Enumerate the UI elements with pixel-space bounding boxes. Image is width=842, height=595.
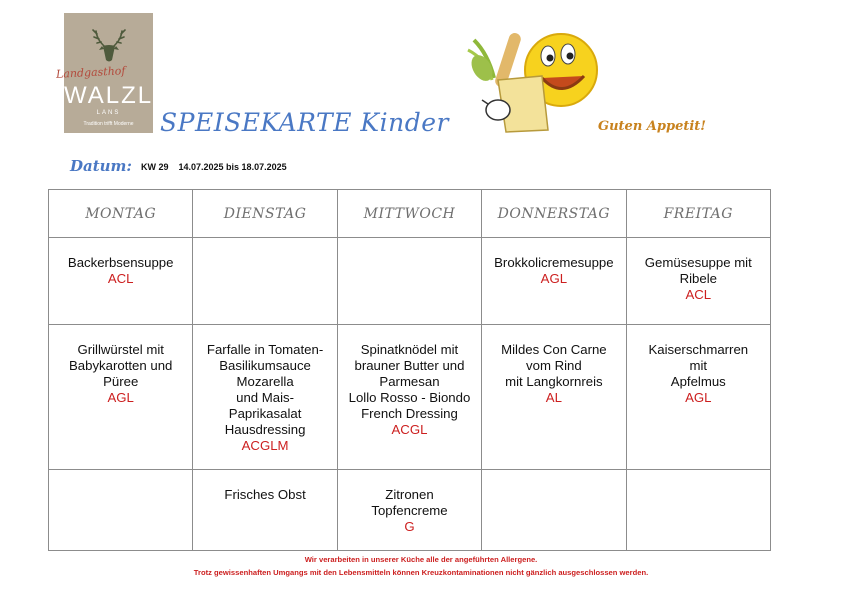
dish-name: Brokkolicremesuppe: [494, 255, 614, 270]
date-value: KW 29 14.07.2025 bis 18.07.2025: [141, 162, 287, 172]
menu-cell: [626, 470, 770, 551]
greeting-text: Guten Appetit!: [598, 119, 706, 134]
day-header-wednesday: MITTWOCH: [337, 190, 481, 238]
dish-name: Farfalle in Tomaten- Basilikumsauce Mozarella und Mais- Paprikasalat Hausdressing: [206, 342, 324, 437]
allergen-codes: ACL: [685, 287, 712, 302]
dish-name: Mildes Con Carne vom Rind mit Langkornreis: [501, 342, 607, 389]
menu-cell: [482, 325, 626, 470]
logo-script: Landgasthof: [55, 64, 126, 81]
menu-cell: [337, 325, 481, 470]
dish-name: Gemüsesuppe mit Ribele: [644, 255, 752, 286]
dish-name: Backerbsensuppe: [67, 255, 174, 270]
dish-name: Frisches Obst: [224, 487, 306, 502]
menu-cell: [193, 238, 337, 325]
allergen-codes: G: [404, 519, 415, 534]
menu-cell: [49, 470, 193, 551]
menu-cell: [49, 238, 193, 325]
allergen-codes: AGL: [107, 390, 134, 405]
allergen-codes: AGL: [685, 390, 712, 405]
menu-cell: [193, 325, 337, 470]
logo-location: LANS: [96, 110, 121, 116]
day-header-monday: MONTAG: [49, 190, 193, 238]
menu-cell: [337, 238, 481, 325]
dish-name: Kaiserschmarren mit Apfelmus: [648, 342, 749, 389]
allergen-codes: ACGL: [391, 422, 428, 437]
day-header-friday: FREITAG: [626, 190, 770, 238]
menu-cell: [193, 470, 337, 551]
menu-table: [48, 189, 771, 551]
main-row: [49, 325, 771, 470]
stag-head-icon: [91, 25, 127, 65]
dish-name: Spinatknödel mit brauner Butter und Parmesan Lollo Rosso - Biondo French Dressing: [348, 342, 471, 421]
day-header-tuesday: DIENSTAG: [193, 190, 337, 238]
allergen-notice: Wir verarbeiten in unserer Küche alle der angeführten Allergene.: [304, 555, 538, 564]
menu-cell: [482, 470, 626, 551]
dish-name: Grillwürstel mit Babykarotten und Püree: [69, 342, 173, 389]
smiley-grocery-icon: [464, 20, 600, 136]
allergen-codes: ACL: [107, 271, 134, 286]
cross-contamination-notice: Trotz gewissenhaften Umgangs mit den Lebensmitteln können Kreuzkontaminationen nicht gänzlich ausgeschlossen werden.: [193, 568, 649, 577]
dish-name: Zitronen Topfencreme: [371, 487, 448, 518]
day-header-row: [49, 190, 771, 238]
allergen-codes: AL: [545, 390, 562, 405]
menu-cell: [626, 325, 770, 470]
restaurant-logo: [55, 13, 154, 133]
menu-cell: [482, 238, 626, 325]
page-title: SPEISEKARTE Kinder: [160, 108, 449, 137]
date-label: Datum:: [70, 157, 132, 175]
allergen-codes: AGL: [540, 271, 568, 286]
menu-cell: [337, 470, 481, 551]
logo-name: WALZL: [64, 82, 154, 109]
menu-cell: [626, 238, 770, 325]
day-header-thursday: DONNERSTAG: [482, 190, 626, 238]
dessert-row: [49, 470, 771, 551]
logo-tagline: Tradition trifft Moderne: [83, 121, 134, 127]
soup-row: [49, 238, 771, 325]
menu-cell: [49, 325, 193, 470]
allergen-codes: ACGLM: [241, 438, 289, 453]
